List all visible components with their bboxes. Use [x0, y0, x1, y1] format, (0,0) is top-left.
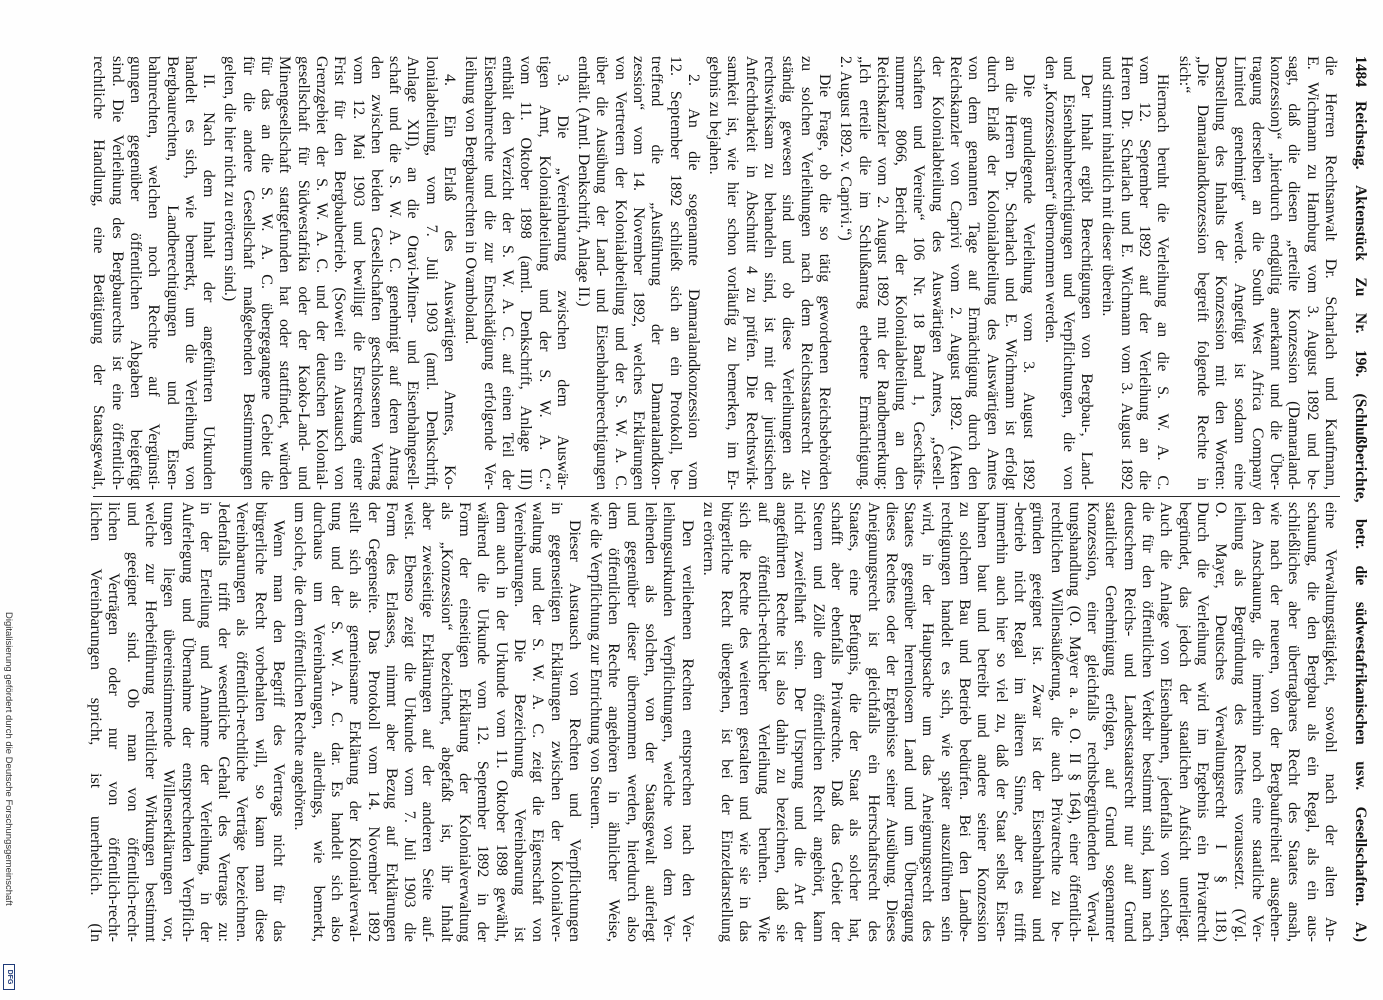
paragraph [1174, 56, 1339, 490]
text-line: leihung von Bergbaurechten in Ovamboland. [462, 56, 480, 345]
text-line: leihungsurkunden Verpflichtungen, welche von dem Ver- [660, 502, 678, 942]
text-line: lonialabteilung, vom 7. Juli 1903 (amtl. Denkschrift, [422, 56, 440, 490]
text-line: wie nach der neueren, von der Bergbaufreiheit ausgehen- [1267, 502, 1285, 942]
text-line: den zwischen beiden Gesellschaften geschlossenen Vertrag [367, 56, 385, 490]
text-line: Steuern und Zölle dem öffentlichen Recht angehört, kann [809, 502, 827, 942]
text-line: staatlicher Genehmigung erfolgen, auf Grund sogenannter [1102, 502, 1120, 942]
text-line: Wenn man den Begriff des Vertrags nicht für das [270, 520, 288, 942]
text-line: als „Konzession“ bezeichnet, abgefaßt ist, ihr Inhalt [437, 502, 455, 942]
text-line: rechtswirksam zu behandeln sind, ist mit der juristischen [761, 56, 779, 490]
text-line: aber zweiseitige Erklärungen auf der anderen Seite auf- [419, 502, 437, 942]
text-line: waltung und der S. W. A. C. zeigt die Eigenschaft von [529, 502, 547, 942]
text-line: tragung derselben an die South West Africa Company [1248, 56, 1266, 490]
paragraph [586, 502, 696, 942]
text-line: welche zur Herbeiführung rechtlicher Wirkungen bestimmt [142, 502, 159, 942]
text-line: lichen Vereinbarungen spricht, ist unerheblich. (In [87, 502, 105, 942]
text-line: rechtlichen Willensäußerung, die auch Privatrechte zu be- [1047, 502, 1065, 942]
text-line: „Die Damaralandkonzession begreift folgende Rechte in [1193, 56, 1211, 490]
text-line: Auferlegung und Übernahme der entsprechenden Verpflich- [178, 502, 196, 942]
text-line: Reichskanzler vom 2. August 1892 mit der Randbemerkung: [873, 56, 891, 490]
text-line: leihenden als solchen, von der Staatsgewalt auferlegt [642, 502, 660, 942]
digitization-credit: Digitalisierung gefördert durch die Deutsche Forschungsgemeinschaft [3, 612, 14, 906]
text-line: bahnen baut und betreibt und andere seiner Konzession [974, 502, 992, 942]
text-line: Herren Dr. Scharlach und E. Wichmann vom 3. August 1892 [1117, 56, 1135, 490]
text-line: für das an die S. W. A. C. übergegangene Gebiet die [258, 56, 276, 490]
text-line: Der Inhalt ergibt Berechtigungen von Bergbau-, Land- [1078, 74, 1096, 490]
text-line: Eisenbahnrechte und die zur Entschädigung erfolgende Ver- [480, 56, 498, 490]
text-line: wird, in der Hauptsache um das Aneignungsrecht des [919, 502, 937, 942]
paragraph [1098, 56, 1171, 490]
text-line: Dieser Austausch von Rechten und Verpflichtungen [565, 520, 583, 942]
text-line: bürgerliche Recht vorbehalten will, so kann man diese [251, 502, 269, 942]
text-line: schauung, die den Bergbau als ein Regal, als ein aus- [1303, 502, 1321, 942]
text-line: Durch die Verleihung wird im Ergebnis ein Privatrecht [1193, 502, 1211, 942]
text-line: 12. September 1892 schließt sich an ein Protokoll, be- [666, 56, 684, 490]
text-line: Anfechtbarkeit in Abschnitt 4 zu prüfen. Die Rechtswirk- [742, 56, 760, 490]
text-line: dieses Rechtes oder der Ergebnisse seiner Ausübung. Dieses [882, 502, 900, 942]
text-line: enthält den Verzicht der S. W. A. C. auf einen Teil der [498, 56, 516, 490]
text-line: immerhin auch hier so viel zu, daß der Staat selbst Eisen- [992, 502, 1010, 942]
text-line: nicht zweifelhaft sein. Der Ursprung und die Art der [791, 502, 809, 942]
text-line: Konzession, einer gleichfalls rechtsbegründenden Verwal- [1084, 502, 1102, 942]
text-line: auf öffentlich-rechtlicher Verleihung beruhen. Wie [754, 502, 772, 942]
text-line: enthält. (Amtl. Denkschrift, Anlage II.) [575, 56, 593, 307]
text-line: und Eisenbahnberechtigungen und Verpflichtungen, die von [1059, 56, 1077, 490]
text-line: Form des Erlasses, nimmt aber Bezug auf Erklärungen [382, 502, 400, 942]
text-line: II. Nach dem Inhalt der angeführten Urkunden [200, 74, 218, 490]
text-line: Aneignungsrecht ist gleichfalls ein Herrschaftsrecht des [864, 502, 882, 942]
text-line: durchaus um Vereinbarungen, allerdings, wie bemerkt, [309, 502, 327, 942]
text-line: schafft aber ebenfalls Privatrechte. Daß das Gebiet der [827, 502, 845, 942]
text-line: um solche, die dem öffentlichen Rechte angehören. [291, 502, 309, 831]
text-line: tungshandlung (O. Mayer a. a. O. II § 164), einer öffentlich- [1065, 502, 1083, 942]
text-line: sind. Die Verleihung des Bergbaurechts ist eine öffentlich- [108, 56, 126, 490]
text-line: Jedenfalls trifft der wesentliche Gehalt des Vertrags zu: [215, 502, 233, 942]
text-line: den „Konzessionären“ übernommen werden. [1041, 56, 1059, 343]
text-line: über die Ausübung der Land- und Eisenbahnberechtigungen [593, 56, 611, 490]
text-line: und gegenüber dieser übernommen werden, hierdurch also [623, 502, 641, 942]
text-line: 3. Die „Vereinbarung zwischen dem Auswär- [553, 74, 571, 490]
dfg-logo: DFG [3, 964, 15, 990]
text-line: Hiernach beruht die Verleihung an die S. W. A. C. [1154, 74, 1172, 490]
text-line: dem öffentlichen Rechte angehören in ähnlicher Weise, [605, 502, 623, 942]
text-line: gründen geeignet ist. Zwar ist der Eisenbahnbau und [1029, 502, 1047, 942]
text-line: zu erörtern. [699, 502, 717, 576]
text-line: schaft und die S. W. A. C. genehmigt auf deren Antrag [386, 56, 404, 490]
text-line: den Anschauung, die immerhin noch eine staatliche Ver- [1248, 502, 1266, 942]
column-rule [93, 496, 1340, 497]
text-line: „Ich erteile die im Schlußantrag erbetene Ermächtigung. [855, 56, 873, 490]
text-line: sich die Rechte des weiteren gestalten und wie sie in das [736, 502, 754, 942]
text-line: sich:“ [1175, 56, 1193, 94]
text-line: die Herren Rechtsanwalt Dr. Scharlach und Kaufmann, [1322, 56, 1339, 490]
text-line: gungen gegenüber öffentlichen Abgaben beigefügt [127, 56, 144, 490]
text-line: der Gegenseite. Das Protokoll vom 14. November 1892 [364, 502, 382, 942]
text-line: von dem genannten Tage auf Ermächtigung durch den [965, 56, 983, 490]
text-line: vom 11. Oktober 1898 (amtl. Denkschrift, Anlage III) [517, 56, 535, 490]
text-line: die für den öffentlichen Verkehr bestimmt sind, kann nach [1139, 502, 1157, 942]
text-line: zession“ vom 14. November 1892, welches Erklärungen [630, 56, 648, 490]
text-line: bürgerliche Recht übergehen, ist bei der Einzeldarstellung [718, 502, 736, 942]
text-line: gesellschaft für Südwestafrika oder der Kaoko-Land- und [294, 56, 312, 490]
text-line: ständig gewesen sind und ob diese Verleihungen als [779, 56, 797, 490]
text-line: 2. August 1892. v. Caprivi.“) [837, 56, 855, 241]
text-line: in gegenseitigen Erklärungen zwischen der Kolonialver- [547, 502, 565, 942]
paragraph [1040, 56, 1095, 490]
text-line: tung und der S. W. A. C. dar. Es handelt sich also [327, 502, 345, 942]
running-title: Reichstag. Aktenstück Zu Nr. 196. (Schlußberichte, betr. die südwestafrikanischen usw. Gesellschaften. A.) [1352, 101, 1369, 942]
paragraph [574, 56, 702, 490]
text-line: in der Erteilung und Annahme der Verleihung, in der [196, 502, 214, 942]
text-line: gebnis zu bejahen. [706, 56, 724, 175]
text-line: der Kolonialabteilung des Auswärtigen Amtes, „Gesell- [928, 56, 946, 490]
text-line: Anlage XII), an die Otavi-Minen- und Eisenbahngesell- [404, 56, 422, 490]
text-line: Darstellung des Inhalts der Konzession mit den Worten: [1212, 56, 1230, 490]
text-line: Auch die Anlage von Eisenbahnen, jedenfalls von solchen, [1157, 502, 1175, 942]
text-line: angeführten Rechte ist also dahin zu bezeichnen, daß sie [773, 502, 791, 942]
text-line: 4. Ein Erlaß des Auswärtigen Amtes, Ko- [441, 74, 459, 490]
text-line: Form der einseitigen Erklärung der Kolonialverwaltung [456, 502, 474, 942]
text-line: Frist für den Bergbaubetrieb. (Soweit ein Austausch von [331, 56, 349, 490]
text-line: leihung als Begründung des Rechtes voraussetzt. (Vgl. [1230, 502, 1248, 942]
text-line: samkeit ist, wie hier schon vorläufig zu bemerken, im Er- [724, 56, 742, 490]
text-line: tungen liegen übereinstimmende Willenserklärungen vor, [160, 502, 178, 942]
text-line: nummer 8066, Bericht der Kolonialabteilung an den [892, 56, 910, 490]
paragraph [89, 56, 217, 490]
text-line: handelt es sich, wie bemerkt, um die Verleihung von [181, 56, 199, 490]
text-line: Limited genehmigt“ werde. Angefügt ist sodann eine [1230, 56, 1248, 490]
text-line: 2. An die sogenannte Damaralandkonzession vom [684, 74, 702, 490]
text-line: Minengesellschaft stattgefunden hat oder stattfindet, würden [276, 56, 294, 490]
text-line: bahnrechten, welchen noch Rechte auf Vergünsti- [145, 56, 163, 490]
text-line: gelten, die hier nicht zu erörtern sind.) [221, 56, 239, 302]
text-line: Vereinbarungen als öffentlich-rechtliche Verträge bezeichnen. [233, 502, 251, 942]
text-line: stellt sich als gemeinsame Erklärung der Kolonialverwal- [346, 502, 364, 942]
paragraph [836, 56, 1037, 490]
text-line: während die Urkunde vom 12. September 1892 in der [474, 502, 492, 942]
text-line: von Vertretern der Kolonialabteilung und der S. W. A. C. [611, 56, 629, 490]
text-line: lichen Verträgen oder nur von öffentlich-recht- [105, 502, 123, 942]
paragraph [705, 56, 833, 490]
text-line: an die Herren Dr. Scharlach und E. Wichmann ist erfolgt [1001, 56, 1019, 490]
text-line: denn auch in der Urkunde vom 11. Oktober 1898 gewählt, [492, 502, 510, 942]
text-line: eine Verwaltungstätigkeit, sowohl nach der alten An- [1322, 502, 1339, 942]
text-line: tigen Amt, Kolonialabteilung und der S. W. A. C.“ [535, 56, 553, 490]
text-column-left [89, 56, 1339, 490]
text-line: Bergbaurechten, Landberechtigungen und Eisen- [163, 56, 181, 490]
text-line: schließliches aber übertragbares Recht des Staates ansah, [1285, 502, 1303, 942]
text-line: Die Frage, ob die so tätig gewordenen Reichsbehörden [815, 74, 833, 490]
text-line: rechtliche Handlung, eine Betätigung der Staatsgewalt, [90, 56, 108, 490]
text-line: sagt, daß die diesen „erteilte Konzession (Damaraland- [1285, 56, 1303, 490]
text-line: vom 12. September 1892 auf der Verleihung an die [1136, 56, 1154, 490]
paragraph [220, 56, 458, 490]
text-line: Die grundlegende Verleihung vom 3. August 1892 [1020, 74, 1038, 490]
text-line: Staates, eine Befugnis, die der Staat als solcher hat, [846, 502, 864, 942]
text-line: -betrieb nicht Regal im älteren Sinne, aber es trifft [1010, 502, 1028, 942]
paragraph [290, 502, 583, 942]
text-line: Den verliehenen Rechten entsprechen nach den Ver- [678, 520, 696, 942]
text-line: begründet, das jedoch der staatlichen Aufsicht unterliegt. [1175, 502, 1193, 942]
text-line: und geeignet sind. Ob man von öffentlich-recht- [123, 502, 141, 942]
text-line: Reichskanzler von Caprivi vom 2. August 1892. (Akten [947, 56, 965, 490]
text-line: E. Wichmann zu Hamburg vom 3. August 1892 und be- [1303, 56, 1321, 490]
text-line: für die andere Gesellschaft maßgebenden Bestimmungen [239, 56, 257, 490]
text-line: Grenzgebiet der S. W. A. C. und der deutschen Kolonial- [312, 56, 330, 490]
text-line: treffend die „Ausführung der Damaralandkon- [648, 56, 666, 490]
text-line: deutschem Reichs- und Landesstaatsrecht nur auf Grund [1120, 502, 1138, 942]
text-line: wie die Verpflichtung zur Entrichtung von Steuern. [587, 502, 605, 830]
text-line: vom 12. Mai 1903 und bewilligt die Erstreckung einer [349, 56, 367, 490]
text-line: zu solchem Bau und Betrieb bedürfen. Bei den Landbe- [956, 502, 974, 942]
page-header [1350, 56, 1370, 942]
text-line: schaften und Vereine“ 106 Nr. 18 Band 1, Geschäfts- [910, 56, 928, 490]
text-line: und stimmt inhaltlich mit dieser überein. [1099, 56, 1117, 317]
paragraph [86, 502, 287, 942]
text-line: Vereinbarungen. Die Bezeichnung Vereinbarung ist [510, 502, 528, 942]
text-line: zu solchen Verleihungen nach dem Reichsstaatsrecht zu- [797, 56, 815, 490]
paragraph [461, 56, 571, 490]
text-line: O. Mayer, Deutsches Verwaltungsrecht I § 118.) [1212, 502, 1230, 942]
text-line: rechtigungen handelt es sich, wie später auszuführen sein [937, 502, 955, 942]
text-column-right [86, 502, 1339, 942]
paragraph [699, 502, 1339, 942]
text-line: Staates gegenüber herrenlosem Land und um Übertragung [901, 502, 919, 942]
text-line: durch Erlaß der Kolonialabteilung des Auswärtigen Amtes [983, 56, 1001, 490]
text-line: konzession)“ „hierdurch endgültig anerkannt und die Über- [1267, 56, 1285, 490]
text-line: weist. Ebenso zeigt die Urkunde vom 7. Juli 1903 die [401, 502, 419, 942]
page-number: 1484 [1352, 56, 1369, 87]
